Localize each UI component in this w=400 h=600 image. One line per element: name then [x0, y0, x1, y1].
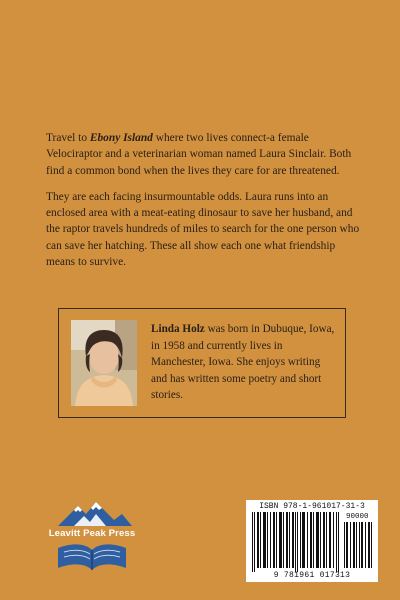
isbn-barcode	[246, 500, 378, 582]
author-bio-box	[58, 308, 346, 418]
blurb	[46, 130, 364, 280]
barcode-bars	[252, 512, 342, 572]
author-name: Linda Holz	[151, 323, 205, 335]
isbn-label: ISBN 978-1-961017-31-3	[259, 502, 365, 511]
blurb-text: Travel to	[46, 132, 90, 144]
blurb-paragraph-2: They are each facing insurmountable odds. Laura runs into an enclosed area with a meat-eating dinosaur to save her husband, and the raptor travels hundreds of miles to search for the one person who can save her hatching. These all show each one what friendship means to survive.	[46, 190, 360, 269]
blurb-paragraph-1	[46, 130, 364, 179]
addon-barcode-bars	[344, 522, 374, 568]
author-bio-text: was born in Dubuque, Iowa, in 1958 and currently lives in Manchester, Iowa. She enjoys writing and has written some poetry and short stories.	[151, 323, 335, 402]
author-bio	[151, 321, 337, 404]
publisher-name: Leavitt Peak Press	[48, 528, 136, 539]
barcode-digits: 9 781961 017313	[273, 571, 351, 580]
book-title: Ebony Island	[89, 132, 153, 144]
publisher-logo	[44, 502, 140, 582]
price-code: 90000	[346, 513, 369, 521]
author-photo	[71, 320, 137, 406]
mountain-icon	[44, 502, 140, 582]
blurb-text: where two lives connect-a female Velociraptor and a veterinarian woman named Laura Sinclair. Both find a common bond when the lives they care for are threatened.	[46, 132, 352, 177]
